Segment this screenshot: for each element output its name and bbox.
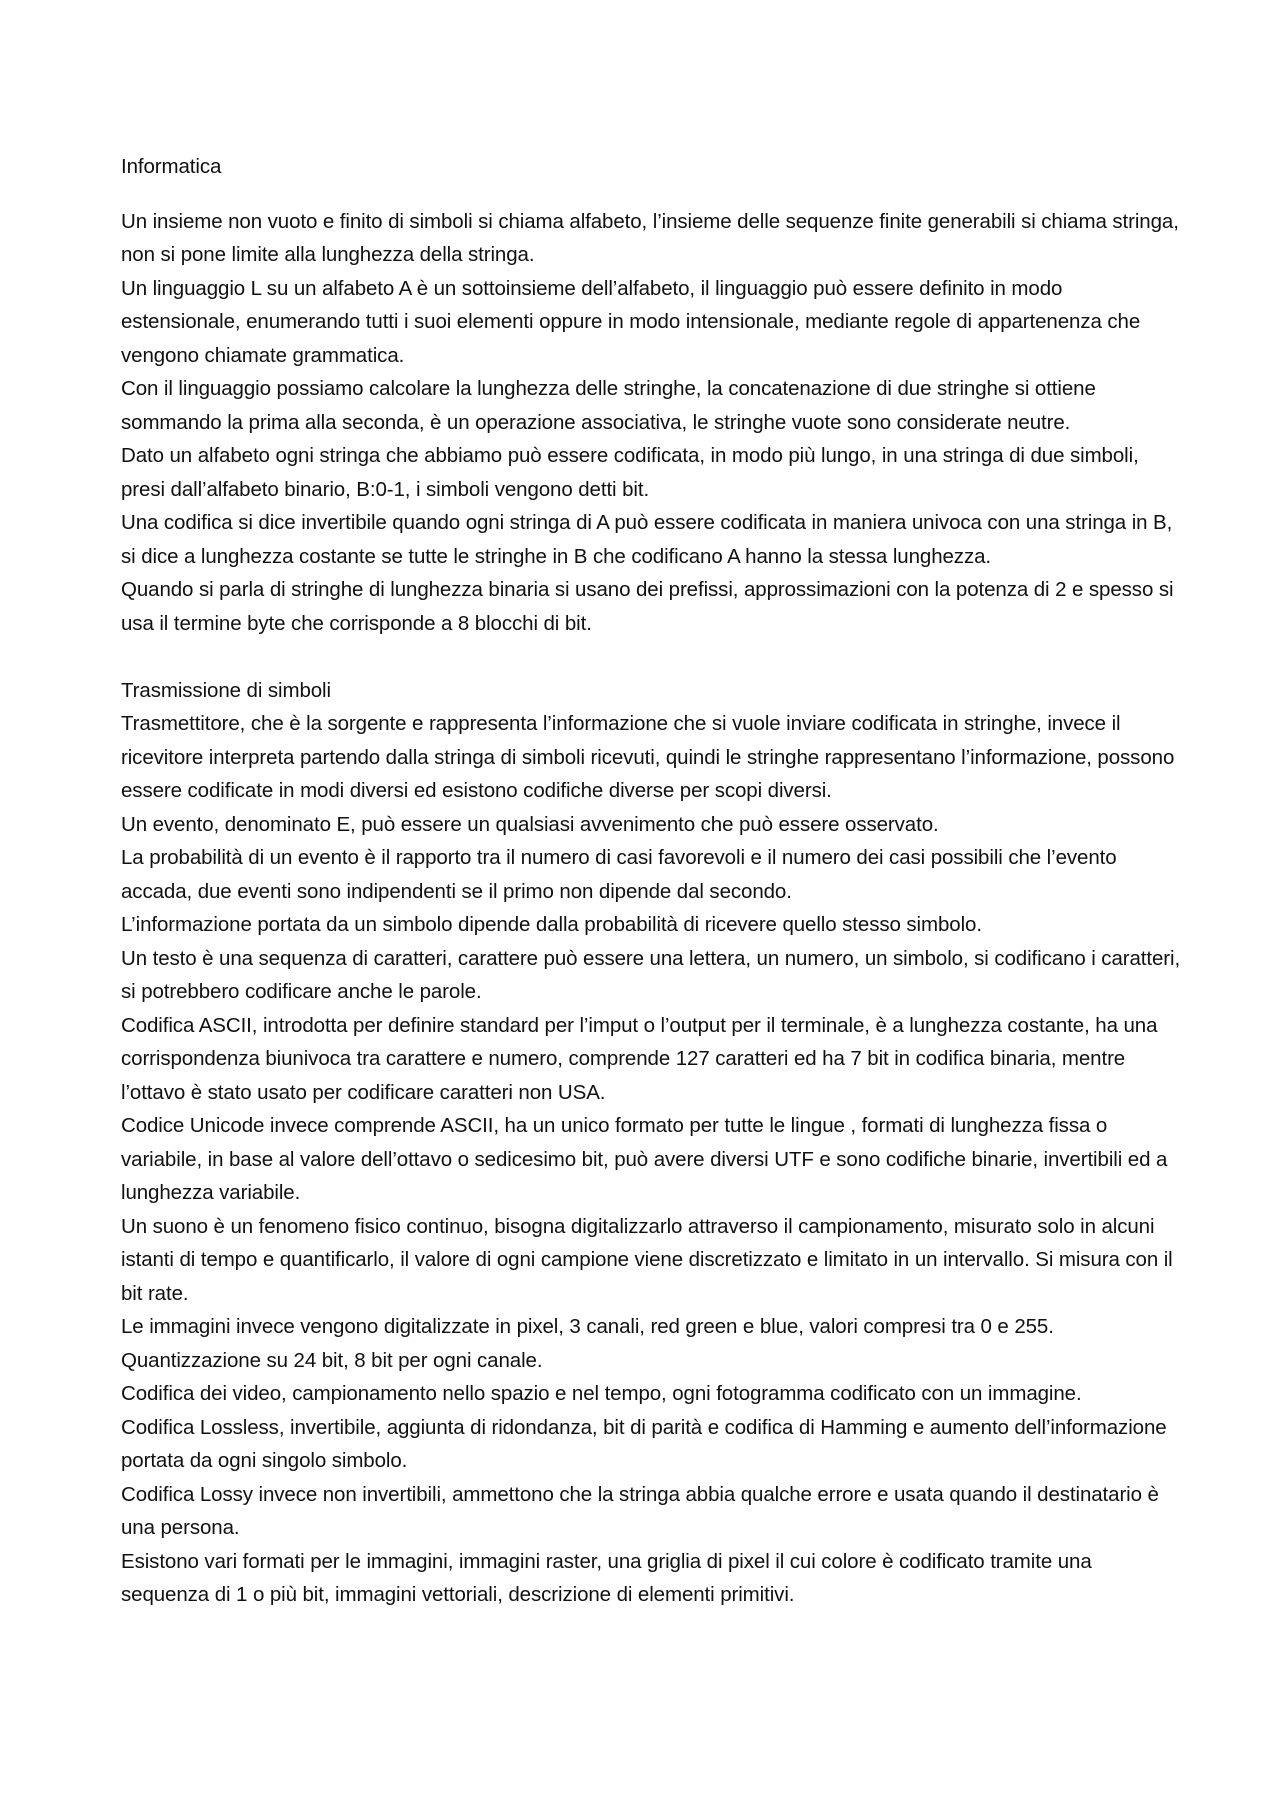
section-title: Trasmissione di simboli <box>121 678 331 702</box>
section-intro <box>121 205 1181 641</box>
document-page <box>121 150 1181 1612</box>
paragraph: Codifica dei video, campionamento nello spazio e nel tempo, ogni fotogramma codificato con un immagine. <box>121 1382 1082 1405</box>
paragraph: Quando si parla di stringhe di lunghezza binaria si usano dei prefissi, approssimazioni con la potenza di 2 e spesso si usa il termine byte che corrisponde a 8 blocchi di bit. <box>121 578 1174 635</box>
paragraph: Dato un alfabeto ogni stringa che abbiamo può essere codificata, in modo più lungo, in una stringa di due simboli, presi dall’alfabeto binario, B:0-1, i simboli vengono detti bit. <box>121 444 1139 501</box>
paragraph: Un evento, denominato E, può essere un qualsiasi avvenimento che può essere osservato. <box>121 812 939 836</box>
paragraph: Con il linguaggio possiamo calcolare la lunghezza delle stringhe, la concatenazione di due stringhe si ottiene sommando la prima alla seconda, è un operazione associativa, le stringhe vuote sono considerate neutre. <box>121 377 1096 434</box>
paragraph: La probabilità di un evento è il rapporto tra il numero di casi favorevoli e il numero dei casi possibili che l’evento accada, due eventi sono indipendenti se il primo non dipende dal secondo. <box>121 846 1117 903</box>
document-title: Informatica <box>121 155 222 178</box>
paragraph: L’informazione portata da un simbolo dipende dalla probabilità di ricevere quello stesso simbolo. <box>121 913 982 936</box>
blank-line <box>121 640 1181 674</box>
paragraph: Un suono è un fenomeno fisico continuo, bisogna digitalizzarlo attraverso il campionamento, misurato solo in alcuni istanti di tempo e quantificarlo, il valore di ogni campione viene discretizzato e limitato in un intervallo. Si misura con il bit rate. <box>121 1214 1173 1305</box>
paragraph: Esistono vari formati per le immagini, immagini raster, una griglia di pixel il cui colore è codificato tramite una sequenza di 1 o più bit, immagini vettoriali, descrizione di elementi primitivi. <box>121 1549 1092 1606</box>
paragraph: Codifica Lossless, invertibile, aggiunta di ridondanza, bit di parità e codifica di Hamming e aumento dell’informazione portata da ogni singolo simbolo. <box>121 1415 1167 1472</box>
section-trasmissione <box>121 707 1181 1612</box>
paragraph: Un linguaggio L su un alfabeto A è un sottoinsieme dell’alfabeto, il linguaggio può essere definito in modo estensionale, enumerando tutti i suoi elementi oppure in modo intensionale, mediante regole di appartenenza che vengono chiamate grammatica. <box>121 276 1141 367</box>
paragraph: Codifica Lossy invece non invertibili, ammettono che la stringa abbia qualche errore e usata quando il destinatario è una persona. <box>121 1482 1159 1539</box>
paragraph: Una codifica si dice invertibile quando ogni stringa di A può essere codificata in maniera univoca con una stringa in B, si dice a lunghezza costante se tutte le stringhe in B che codificano A hanno la stessa lunghezza. <box>121 511 1173 568</box>
paragraph: Le immagini invece vengono digitalizzate in pixel, 3 canali, red green e blue, valori compresi tra 0 e 255. Quantizzazione su 24 bit, 8 bit per ogni canale. <box>121 1315 1054 1372</box>
paragraph: Un testo è una sequenza di caratteri, carattere può essere una lettera, un numero, un simbolo, si codificano i caratteri, si potrebbero codificare anche le parole. <box>121 946 1181 1003</box>
paragraph: Trasmettitore, che è la sorgente e rappresenta l’informazione che si vuole inviare codificata in stringhe, invece il ricevitore interpreta partendo dalla stringa di simboli ricevuti, quindi le stringhe rappresentano l’informazione, possono essere codificate in modi diversi ed esistono codifiche diverse per scopi diversi. <box>121 712 1175 802</box>
paragraph: Codifica ASCII, introdotta per definire standard per l’imput o l’output per il terminale, è a lunghezza costante, ha una corrispondenza biunivoca tra carattere e numero, comprende 127 caratteri ed ha 7 bit in codifica binaria, mentre l’ottavo è stato usato per codificare caratteri non USA. <box>121 1013 1158 1104</box>
paragraph: Codice Unicode invece comprende ASCII, ha un unico formato per tutte le lingue , formati di lunghezza fissa o variabile, in base al valore dell’ottavo o sedicesimo bit, può avere diversi UTF e sono codifiche binarie, invertibili ed a lunghezza variabile. <box>121 1114 1168 1204</box>
paragraph: Un insieme non vuoto e finito di simboli si chiama alfabeto, l’insieme delle sequenze finite generabili si chiama stringa, non si pone limite alla lunghezza della stringa. <box>121 209 1179 266</box>
